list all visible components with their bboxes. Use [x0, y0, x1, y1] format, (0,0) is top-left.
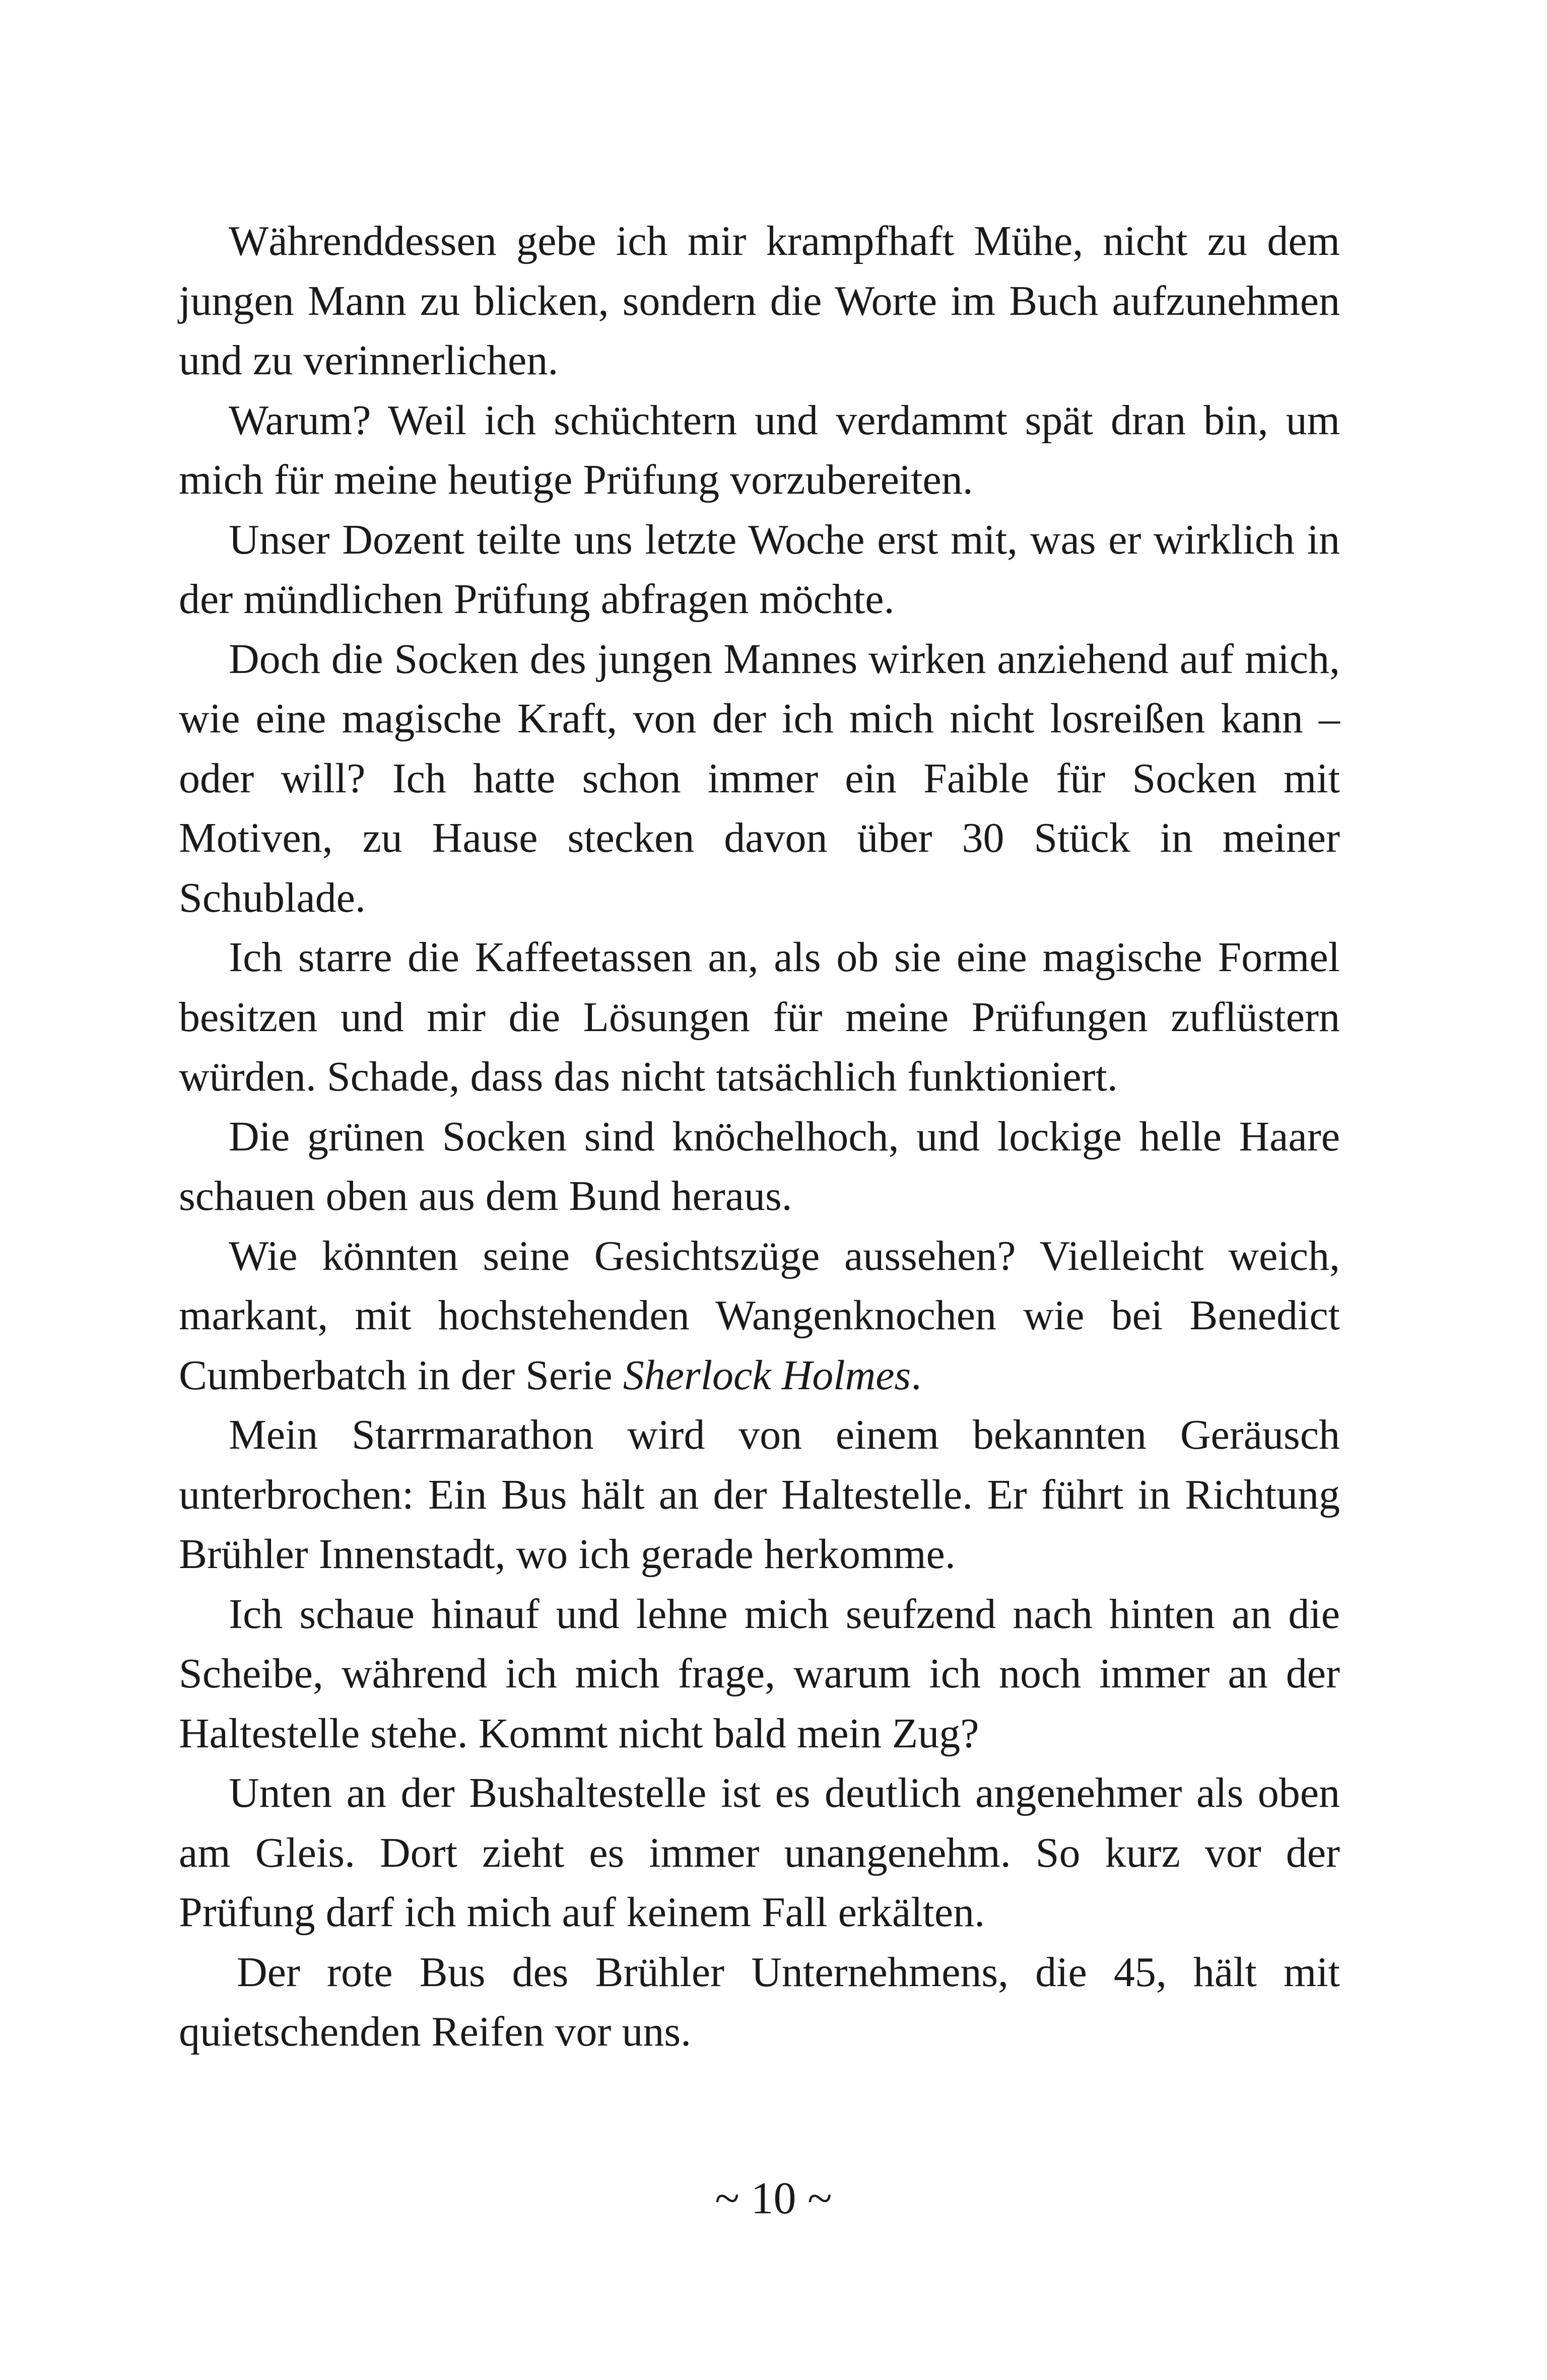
paragraph-11: Der rote Bus des Brühler Unternehmens, die 45, hält mit quietschenden Reifen vor uns. — [179, 1948, 1340, 2055]
body-text — [179, 212, 1340, 2062]
paragraph-6: Die grünen Socken sind knöchelhoch, und lockige helle Haare schauen oben aus dem Bund heraus. — [179, 1113, 1340, 1219]
paragraph-3: Unser Dozent teilte uns letzte Woche erst mit, was er wirklich in der mündlichen Prüfung abfragen möchte. — [179, 516, 1340, 623]
paragraph-7-end: . — [911, 1351, 922, 1399]
paragraph-7 — [179, 1227, 1340, 1406]
paragraph-4: Doch die Socken des jungen Mannes wirken anziehend auf mich, wie eine magische Kraft, von der ich mich nicht losreißen kann – oder will? Ich hatte schon immer ein Faible für Socken mit Motiven, zu Hause stecken davon über 30 Stück in meiner Schublade. — [179, 635, 1340, 921]
page-number: ~ 10 ~ — [715, 2173, 832, 2223]
paragraph-5: Ich starre die Kaffeetassen an, als ob sie eine magische Formel besitzen und mir die Lösungen für meine Prüfungen zuflüstern würden. Schade, dass das nicht tatsächlich funktioniert. — [179, 934, 1340, 1100]
paragraph-7-text: Wie könnten seine Gesichtszüge aussehen? Vielleicht weich, markant, mit hochstehenden Wangenknochen wie bei Benedict Cumberbatch in der Serie — [179, 1232, 1340, 1399]
paragraph-2: Warum? Weil ich schüchtern und verdammt spät dran bin, um mich für meine heutige Prüfung vorzubereiten. — [179, 396, 1340, 503]
paragraph-10: Unten an der Bushaltestelle ist es deutlich angenehmer als oben am Gleis. Dort zieht es immer unangenehm. So kurz vor der Prüfung darf ich mich auf keinem Fall erkälten. — [179, 1770, 1340, 1936]
paragraph-9: Ich schaue hinauf und lehne mich seufzend nach hinten an die Scheibe, während ich mich frage, warum ich noch immer an der Haltestelle stehe. Kommt nicht bald mein Zug? — [179, 1590, 1340, 1757]
series-title: Sherlock Holmes — [623, 1351, 911, 1399]
paragraph-8: Mein Starrmarathon wird von einem bekannten Geräusch unterbrochen: Ein Bus hält an der Haltestelle. Er führt in Richtung Brühler Innenstadt, wo ich gerade herkomme. — [179, 1411, 1340, 1578]
paragraph-1: Währenddessen gebe ich mir krampfhaft Mühe, nicht zu dem jungen Mann zu blicken, sondern die Worte im Buch aufzunehmen und zu verinnerlichen. — [179, 218, 1340, 384]
